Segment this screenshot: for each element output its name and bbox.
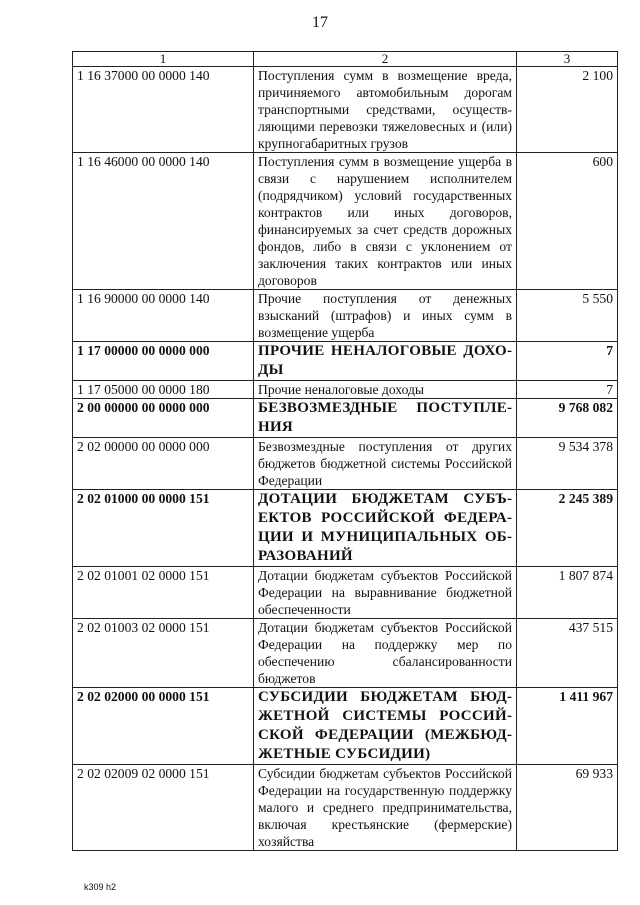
cell-code: 1 16 37000 00 0000 140 (73, 67, 254, 153)
cell-description: ДОТАЦИИ БЮДЖЕТАМ СУБЪЕКТОВ РОССИЙСКОЙ ФЕДЕРАЦИИ И МУНИЦИПАЛЬНЫХ ОБРАЗОВАНИЙ (254, 490, 517, 567)
cell-description: БЕЗВОЗМЕЗДНЫЕ ПОСТУПЛЕНИЯ (254, 399, 517, 438)
column-header-amount: 3 (517, 52, 618, 67)
cell-code: 2 02 00000 00 0000 000 (73, 438, 254, 490)
cell-amount: 7 (517, 381, 618, 399)
cell-code: 2 02 02009 02 0000 151 (73, 765, 254, 851)
table-row (73, 153, 618, 290)
column-header-code: 1 (73, 52, 254, 67)
table-row (73, 438, 618, 490)
cell-amount: 1 411 967 (517, 688, 618, 765)
cell-amount: 5 550 (517, 290, 618, 342)
cell-description: Дотации бюджетам субъектов Российской Федерации на поддержку мер по обеспечению сбалансированности бюджетов (254, 619, 517, 688)
cell-amount: 7 (517, 342, 618, 381)
cell-description: ПРОЧИЕ НЕНАЛОГОВЫЕ ДОХОДЫ (254, 342, 517, 381)
table-row (73, 342, 618, 381)
table-body (73, 67, 618, 851)
cell-description: Поступления сумм в возмещение вреда, причиняемого автомобильным дорогам транспортными средствами, осуществляющими перевозки тяжеловесных и (или) крупногабаритных грузов (254, 67, 517, 153)
table-row (73, 567, 618, 619)
cell-code: 2 02 01003 02 0000 151 (73, 619, 254, 688)
cell-description: Субсидии бюджетам субъектов Российской Федерации на государственную поддержку малого и среднего предпринимательства, включая крестьянские (фермерские) хозяйства (254, 765, 517, 851)
table-row (73, 490, 618, 567)
cell-description: Поступления сумм в возмещение ущерба в связи с нарушением исполнителем (подрядчиком) условий государственных контрактов или иных договоров, финансируемых за счет средств дорожных фондов, либо в связи с уклонением от заключения таких контрактов или иных договоров (254, 153, 517, 290)
cell-amount: 69 933 (517, 765, 618, 851)
cell-amount: 2 245 389 (517, 490, 618, 567)
cell-amount: 600 (517, 153, 618, 290)
cell-code: 2 02 01001 02 0000 151 (73, 567, 254, 619)
cell-amount: 9 768 082 (517, 399, 618, 438)
cell-code: 1 17 00000 00 0000 000 (73, 342, 254, 381)
cell-description: Безвозмездные поступления от других бюджетов бюджетной системы Российской Федерации (254, 438, 517, 490)
table-row (73, 765, 618, 851)
cell-code: 1 16 46000 00 0000 140 (73, 153, 254, 290)
cell-description: Дотации бюджетам субъектов Российской Федерации на выравнивание бюджетной обеспеченности (254, 567, 517, 619)
cell-amount: 1 807 874 (517, 567, 618, 619)
table-header-row (73, 52, 618, 67)
cell-amount: 9 534 378 (517, 438, 618, 490)
cell-code: 2 02 01000 00 0000 151 (73, 490, 254, 567)
cell-code: 2 00 00000 00 0000 000 (73, 399, 254, 438)
table-row (73, 290, 618, 342)
cell-amount: 2 100 (517, 67, 618, 153)
footer-mark: k309 h2 (84, 882, 117, 892)
table-row (73, 399, 618, 438)
cell-description: Прочие поступления от денежных взысканий (штрафов) и иных сумм в возмещение ущерба (254, 290, 517, 342)
cell-description: Прочие неналоговые доходы (254, 381, 517, 399)
cell-amount: 437 515 (517, 619, 618, 688)
table-row (73, 619, 618, 688)
column-header-description: 2 (254, 52, 517, 67)
cell-code: 2 02 02000 00 0000 151 (73, 688, 254, 765)
page-number: 17 (312, 14, 328, 31)
cell-description: СУБСИДИИ БЮДЖЕТАМ БЮДЖЕТНОЙ СИСТЕМЫ РОССИЙСКОЙ ФЕДЕРАЦИИ (МЕЖБЮДЖЕТНЫЕ СУБСИДИИ) (254, 688, 517, 765)
cell-code: 1 17 05000 00 0000 180 (73, 381, 254, 399)
table-row (73, 381, 618, 399)
table-row (73, 688, 618, 765)
table-row (73, 67, 618, 153)
budget-table (72, 51, 618, 851)
cell-code: 1 16 90000 00 0000 140 (73, 290, 254, 342)
